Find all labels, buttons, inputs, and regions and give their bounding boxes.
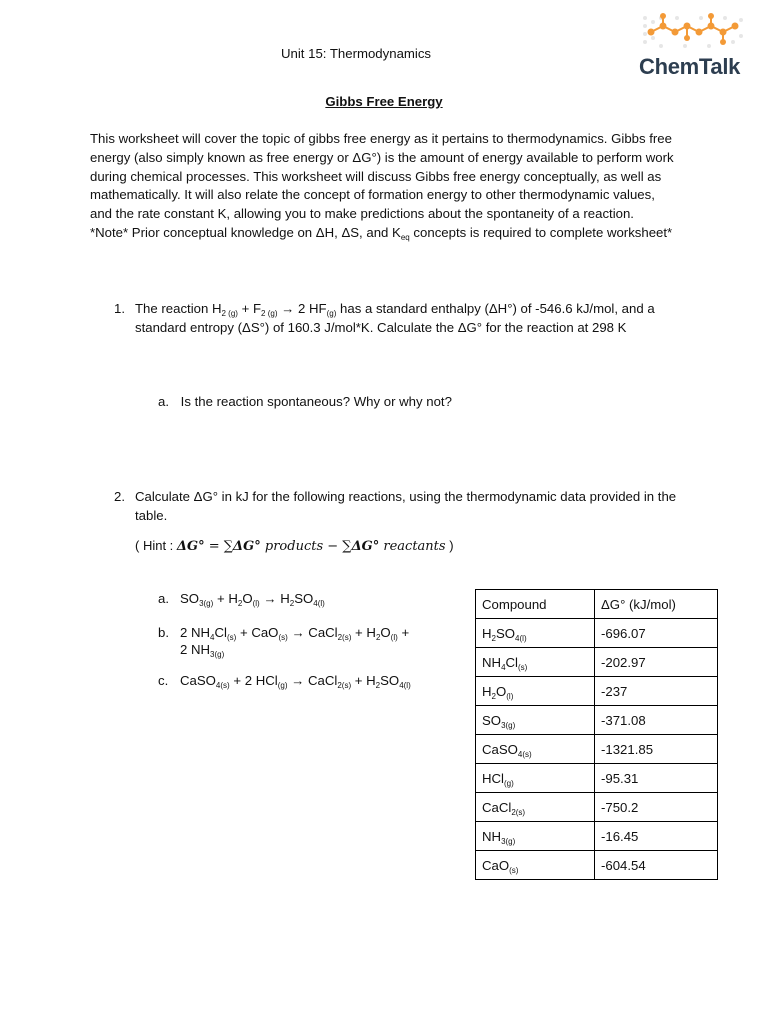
value-cell: -1321.85: [595, 735, 718, 764]
chemtalk-logo: [637, 12, 749, 78]
hint-formula: ( Hint : ΔG° = ∑ΔG° products − ∑ΔG° reactants ): [135, 538, 454, 554]
header-compound: Compound: [476, 590, 595, 619]
compound-cell: $SO_{3(g)}$: [476, 706, 595, 735]
question-1: [114, 299, 684, 337]
question-number: 1.: [114, 301, 125, 316]
reaction-c: [158, 672, 458, 689]
intro-note: *Note* Prior conceptual knowledge on ΔH, ΔS, and $K_{eq}$ concepts is required to complete worksheet*: [90, 224, 673, 242]
unit-title: Unit 15: Thermodynamics: [281, 46, 432, 61]
compound-cell: $H_2O_{(l)}$: [476, 677, 595, 706]
compound-cell: CaSO$_{4(s)}$: [476, 735, 595, 764]
thermo-data-table: [475, 589, 718, 880]
table-row: [476, 735, 718, 764]
compound-cell: CaO$_{(s)}$: [476, 851, 595, 880]
reaction-a: [158, 590, 458, 607]
value-cell: -750.2: [595, 793, 718, 822]
logo-text: ChemTalk: [639, 54, 741, 79]
reaction-equation: 2 $NH_4Cl_{(s)} + CaO_{(s)}$ → CaCl$_{2(s)}$ + $H_2O_{(l)}$ + 2 $NH_{3(g)}$: [180, 625, 410, 659]
table-row: [476, 706, 718, 735]
subquestion-label: a.: [158, 394, 169, 409]
subquestion-text: Is the reaction spontaneous? Why or why not?: [180, 394, 452, 409]
table-header-row: [476, 590, 718, 619]
value-cell: -202.97: [595, 648, 718, 677]
subquestion-label: c.: [158, 673, 169, 688]
table-row: [476, 764, 718, 793]
subquestion-label: b.: [158, 625, 169, 640]
compound-cell: $NH_4Cl_{(s)}$: [476, 648, 595, 677]
value-cell: -371.08: [595, 706, 718, 735]
reaction-equation: CaSO$_{4(s)}$ + 2 HCl$_{(g)}$ → CaCl$_{2(s)}$ + $H_2SO_{4(l)}$: [180, 673, 411, 690]
compound-cell: CaCl$_{2(s)}$: [476, 793, 595, 822]
table-row: [476, 822, 718, 851]
intro-section: [90, 130, 680, 243]
table-row: [476, 619, 718, 648]
intro-paragraph: This worksheet will cover the topic of gibbs free energy as it pertains to thermodynamics. Gibbs free energy (also simply known as free energy or ΔG°) is the amount of energy available to perform work during chemical processes. This worksheet will discuss Gibbs free energy conceptually, as well as mathematically. It will also relate the concept of formation energy to other thermodynamic values, and the rate constant K, allowing you to make predictions about the spontaneity of a reaction.: [90, 131, 674, 222]
compound-cell: HCl$_{(g)}$: [476, 764, 595, 793]
question-text: Calculate ΔG° in kJ for the following reactions, using the thermodynamic data provided in the table.: [135, 489, 677, 523]
table-row: [476, 851, 718, 880]
molecule-icon: [637, 12, 749, 56]
table-row: [476, 793, 718, 822]
table-row: [476, 648, 718, 677]
compound-cell: $NH_{3(g)}$: [476, 822, 595, 851]
value-cell: -16.45: [595, 822, 718, 851]
reaction-equation: $SO_{3(g)} + H_2O_{(l)} \to H_2SO_{4(l)}$: [180, 591, 325, 608]
compound-cell: $H_2SO_{4(l)}$: [476, 619, 595, 648]
header-value: ΔG° (kJ/mol): [595, 590, 718, 619]
worksheet-title: Gibbs Free Energy: [325, 94, 443, 109]
question-2: [114, 487, 684, 525]
value-cell: -95.31: [595, 764, 718, 793]
reaction-b: [158, 624, 458, 658]
question-text: The reaction $H_{2 (g)} + F_{2 (g)} \to 2$ $HF_{(g)}$ has a standard enthalpy (ΔH°) of -546.6 kJ/mol, and a standard entropy (ΔS°) of 160.3 J/mol*K. Calculate the ΔG° for the reaction at 298 K: [135, 301, 655, 335]
value-cell: -237: [595, 677, 718, 706]
table-row: [476, 677, 718, 706]
question-number: 2.: [114, 489, 125, 504]
question-1a: [158, 394, 452, 409]
value-cell: -696.07: [595, 619, 718, 648]
value-cell: -604.54: [595, 851, 718, 880]
subquestion-label: a.: [158, 591, 169, 606]
